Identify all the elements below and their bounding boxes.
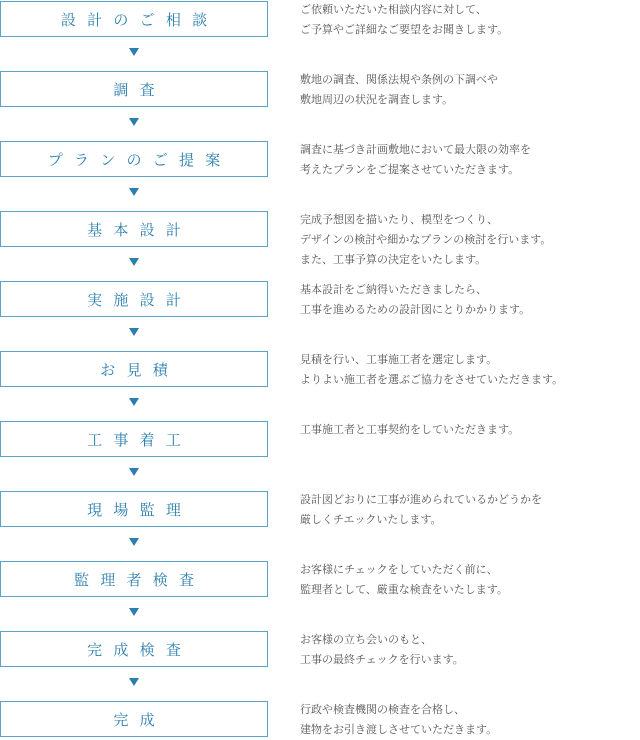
step-title: 実施設計 [87,290,193,309]
step-box [0,71,268,107]
step-title: 設計のご相談 [60,10,219,29]
step-description [300,140,638,180]
arrow-down-icon [129,398,139,406]
step-title: 完成検査 [87,640,193,659]
step-description-line: デザインの検討や細かなプランの検討を行います。 [300,233,552,246]
step-box [0,421,268,457]
step-title: 監理者検査 [73,570,206,589]
step-description [300,280,638,320]
step-box [0,701,268,737]
step-description [300,420,638,440]
arrow-down-icon [129,188,139,196]
step-description [300,700,638,740]
step-description [300,560,638,600]
step-box [0,1,268,37]
step-description-line: 見積を行い、工事施工者を選定します。 [300,353,498,366]
step-description-line: 敷地の調査、関係法規や条例の下調べや [300,73,498,86]
step-description-line: 工事施工者と工事契約をしていただきます。 [300,423,520,436]
arrow-down-icon [129,118,139,126]
step-description [300,630,638,670]
step-box [0,211,268,247]
step-box [0,281,268,317]
step-description [300,490,638,530]
step-box [0,491,268,527]
step-title: 完成 [113,710,166,729]
step-description-line: 完成予想図を描いたり、模型をつくり、 [300,213,498,226]
step-description-line: 工事の最終チェックを行います。 [300,653,464,666]
step-description-line: 考えたプランをご提案させていただきます。 [300,163,520,176]
step-description-line: 工事を進めるための設計図にとりかかります。 [300,303,531,316]
step-description-line: 行政や検査機関の検査を合格し、 [300,703,465,716]
step-description-line: お客様にチェックをしていただく前に、 [300,563,498,576]
step-description-line: ご予算やご詳細なご要望をお聞きします。 [300,23,509,36]
arrow-down-icon [129,608,139,616]
step-description-line: 建物をお引き渡しさせていただきます。 [300,723,498,736]
step-description-line: ご依頼いただいた相談内容に対して、 [300,3,487,16]
step-box [0,561,268,597]
arrow-down-icon [129,48,139,56]
step-box [0,141,268,177]
step-description-line: よりよい施工者を選ぶご協力をさせていただきます。 [300,373,564,386]
step-title: お見積 [100,360,179,379]
step-description-line: 調査に基づき計画敷地において最大限の効率を [300,143,531,156]
step-title: プランのご提案 [47,150,232,169]
step-description-line: お客様の立ち会いのもと、 [300,633,432,646]
step-description-line: 監理者として、厳重な検査をいたします。 [300,583,508,596]
step-description-line: 設計図どおりに工事が進められているかどうかを [300,493,542,506]
arrow-down-icon [129,538,139,546]
step-title: 工事着工 [87,430,193,449]
step-title: 調査 [113,80,166,99]
arrow-down-icon [129,328,139,336]
step-description-line: 厳しくチエックいたします。 [300,513,442,526]
arrow-down-icon [129,678,139,686]
step-description [300,210,638,270]
step-description [300,70,638,110]
step-title: 現場監理 [87,500,193,519]
arrow-down-icon [129,258,139,266]
step-description-line: また、工事予算の決定をいたします。 [300,253,487,266]
step-description-line: 敷地周辺の状況を調査します。 [300,93,454,106]
step-description [300,0,638,40]
step-description-line: 基本設計をご納得いただきましたら、 [300,283,487,296]
step-box [0,351,268,387]
step-box [0,631,268,667]
arrow-down-icon [129,468,139,476]
step-description [300,350,638,390]
step-title: 基本設計 [87,220,193,239]
